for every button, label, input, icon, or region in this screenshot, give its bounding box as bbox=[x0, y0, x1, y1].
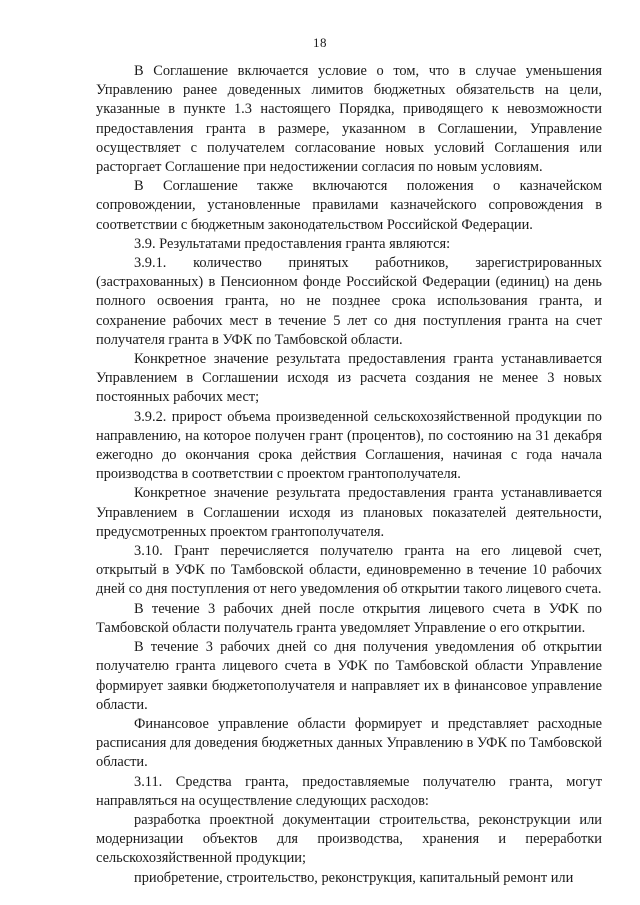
paragraph-budget-requests: В течение 3 рабочих дней со дня получения уведомления об открытии получателю гранта лицевого счета в УФК по Тамбовской области Управление формирует заявки бюджетополучателя и направляет их в финансовое управление области. bbox=[96, 639, 602, 713]
paragraph-agreement-condition: В Соглашение включается условие о том, что в случае уменьшения Управлению ранее доведенных лимитов бюджетных обязательств на цели, указанные в пункте 1.3 настоящего Порядка, приводящего к невозможности предоставления гранта в размере, указанном в Соглашении, Управление осуществляет с получателем согласование новых условий Соглашения или расторгает Соглашение при недостижении согласия по новым условиям. bbox=[96, 63, 602, 176]
paragraph-expense-schedules: Финансовое управление области формирует и представляет расходные расписания для доведения бюджетных данных Управлению в УФК по Тамбовской области. bbox=[96, 715, 602, 771]
page-number: 18 bbox=[313, 35, 327, 50]
paragraph-3-9-1: 3.9.1. количество принятых работников, зарегистрированных (застрахованных) в Пенсионном фонде Российской Федерации (единиц) на день полного освоения гранта, но не позднее срока использования гранта, и сохранение рабочих мест в течение 5 лет со дня поступления гранта на счет получателя гранта в УФК по Тамбовской области. bbox=[96, 255, 602, 348]
paragraph-design-documentation: разработка проектной документации строительства, реконструкции или модернизации объектов для производства, хранения и переработки сельскохозяйственной продукции; bbox=[96, 811, 602, 867]
paragraph-3-11: 3.11. Средства гранта, предоставляемые получателю гранта, могут направляться на осуществление следующих расходов: bbox=[96, 773, 602, 809]
paragraph-3-9-2: 3.9.2. прирост объема произведенной сельскохозяйственной продукции по направлению, на которое получен грант (процентов), по состоянию на 31 декабря ежегодно до окончания срока действия Соглашения, начиная с года начала производства в соответствии с проектом грантополучателя. bbox=[96, 408, 602, 483]
paragraph-account-notice: В течение 3 рабочих дней после открытия лицевого счета в УФК по Тамбовской области получатель гранта уведомляет Управление о его открытии. bbox=[96, 600, 602, 636]
paragraph-acquisition-construction: приобретение, строительство, реконструкция, капитальный ремонт или bbox=[134, 869, 574, 886]
paragraph-result-value-2: Конкретное значение результата предоставления гранта устанавливается Управлением в Соглашении исходя из плановых показателей деятельности, предусмотренных проектом грантополучателя. bbox=[96, 485, 602, 540]
paragraph-result-value-1: Конкретное значение результата предоставления гранта устанавливается Управлением в Соглашении исходя из расчета создания не менее 3 новых постоянных рабочих мест; bbox=[96, 351, 602, 406]
paragraph-3-10: 3.10. Грант перечисляется получателю гранта на его лицевой счет, открытый в УФК по Тамбовской области, единовременно в течение 10 рабочих дней со дня поступления от него уведомления об открытии такого лицевого счета. bbox=[96, 543, 602, 598]
document-body bbox=[96, 62, 602, 888]
paragraph-3-9-heading: 3.9. Результатами предоставления гранта являются: bbox=[134, 235, 451, 252]
paragraph-treasury-support: В Соглашение также включаются положения о казначейском сопровождении, установленные правилами казначейского сопровождения в соответствии с бюджетным законодательством Российской Федерации. bbox=[96, 178, 602, 233]
